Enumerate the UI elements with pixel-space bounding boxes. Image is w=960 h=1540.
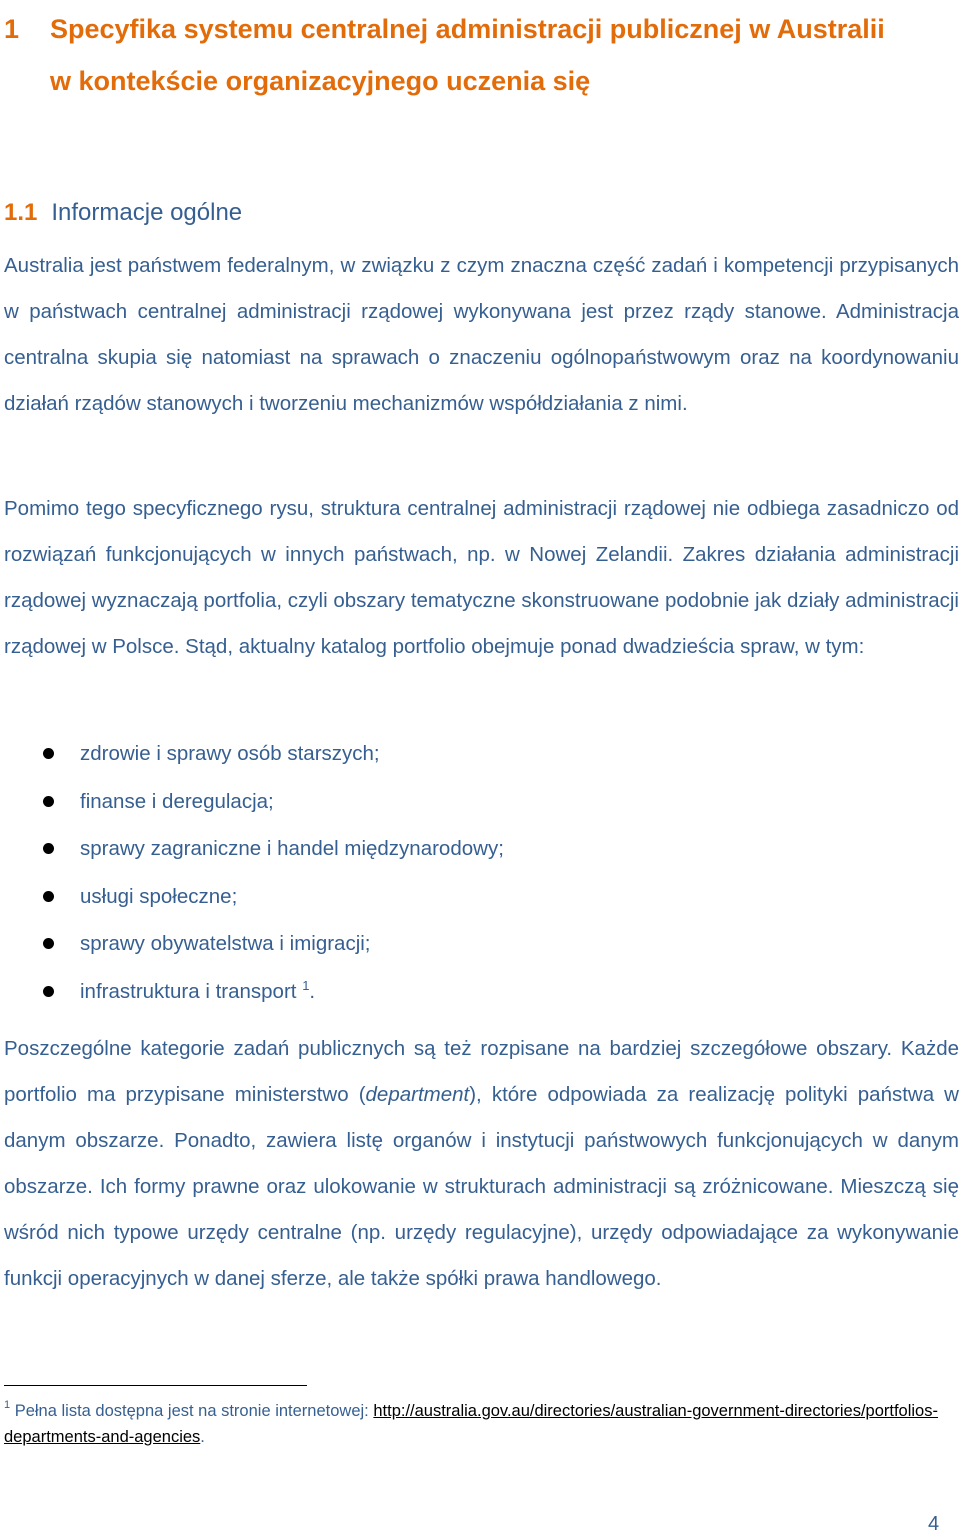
paragraph-departments — [4, 1026, 959, 1302]
bullet-icon — [43, 843, 54, 854]
list-item-text: infrastruktura i transport — [80, 979, 297, 1003]
list-item — [0, 968, 955, 1016]
list-item-text: sprawy obywatelstwa i imigracji; — [80, 932, 371, 955]
chapter-number: 1 — [4, 14, 20, 44]
paragraph-intro: Australia jest państwem federalnym, w związku z czym znaczna część zadań i kompetencji przypisanych w państwach centralnej administracji rządowej wykonywana jest przez rządy stanowe. Administracja centralna skupia się natomiast na sprawach o znaczeniu ogólnopaństwowym oraz na koordynowaniu działań rządów stanowych i tworzeniu mechanizmów współdziałania z nimi. — [4, 254, 959, 415]
paragraph-text: Poszczególne kategorie zadań publicznych są też rozpisane na bardziej szczegółowe obszary. Każde portfolio ma przypisane ministerstwo ( — [4, 1037, 959, 1106]
section-number: 1.1 — [4, 199, 38, 226]
footnote — [4, 1398, 959, 1450]
footnote-trailing: . — [200, 1428, 205, 1446]
list-item — [0, 825, 955, 873]
footnote-marker: 1 — [4, 1399, 11, 1411]
list-item — [0, 873, 955, 921]
list-item-text: finanse i deregulacja; — [80, 789, 274, 813]
list-item — [0, 920, 955, 968]
list-item-trailing: . — [309, 979, 316, 1003]
chapter-title-line-2: w kontekście organizacyjnego uczenia się — [50, 66, 591, 96]
paragraph-text: ), które odpowiada za realizację polityki państwa w danym obszarze. Ponadto, zawiera listę organów i instytucji państwowych funkcjonujących w danym obszarze. Ich formy prawne oraz ulokowanie w strukturach administracji są zróżnicowane. Mieszczą się wśród nich typowe urzędy centralne (np. urzędy regulacyjne), urzędy odpowiadające za wykonywanie funkcji operacyjnych w danej sferze, ale także spółki prawa handlowego. — [4, 1083, 959, 1290]
section-title: Informacje ogólne — [51, 199, 243, 226]
footnote-link[interactable]: http://australia.gov.au/directories/australian-government-directories/portfolios-departments-and-agencies — [4, 1402, 938, 1446]
list-item — [0, 778, 955, 826]
bullet-icon — [43, 891, 54, 902]
portfolio-list — [0, 730, 955, 1015]
list-item-text: sprawy zagraniczne i handel międzynarodowy; — [80, 837, 504, 860]
list-item — [0, 730, 955, 778]
bullet-icon — [43, 748, 54, 759]
list-item-text: usługi społeczne; — [80, 884, 238, 908]
bullet-icon — [43, 796, 54, 807]
footnote-separator — [4, 1385, 307, 1386]
bullet-icon — [43, 938, 54, 949]
bullet-icon — [43, 986, 54, 997]
footnote-text: Pełna lista dostępna jest na stronie internetowej: — [10, 1402, 374, 1420]
section-heading — [4, 196, 242, 230]
list-item-text: zdrowie i sprawy osób starszych; — [80, 742, 380, 765]
page-number: 4 — [928, 1513, 940, 1535]
paragraph-italic-term: department — [365, 1083, 470, 1106]
footnote-reference[interactable]: 1 — [302, 977, 310, 993]
chapter-title-line-1: Specyfika systemu centralnej administracji publicznej w Australii — [50, 14, 885, 44]
paragraph-portfolios: Pomimo tego specyficznego rysu, struktura centralnej administracji rządowej nie odbiega zasadniczo od rozwiązań funkcjonujących w innych państwach, np. w Nowej Zelandii. Zakres działania administracji rządowej wyznaczają portfolia, czyli obszary tematyczne skonstruowane podobnie jak działy administracji rządowej w Polsce. Stąd, aktualny katalog portfolio obejmuje ponad dwadzieścia spraw, w tym: — [4, 497, 959, 658]
